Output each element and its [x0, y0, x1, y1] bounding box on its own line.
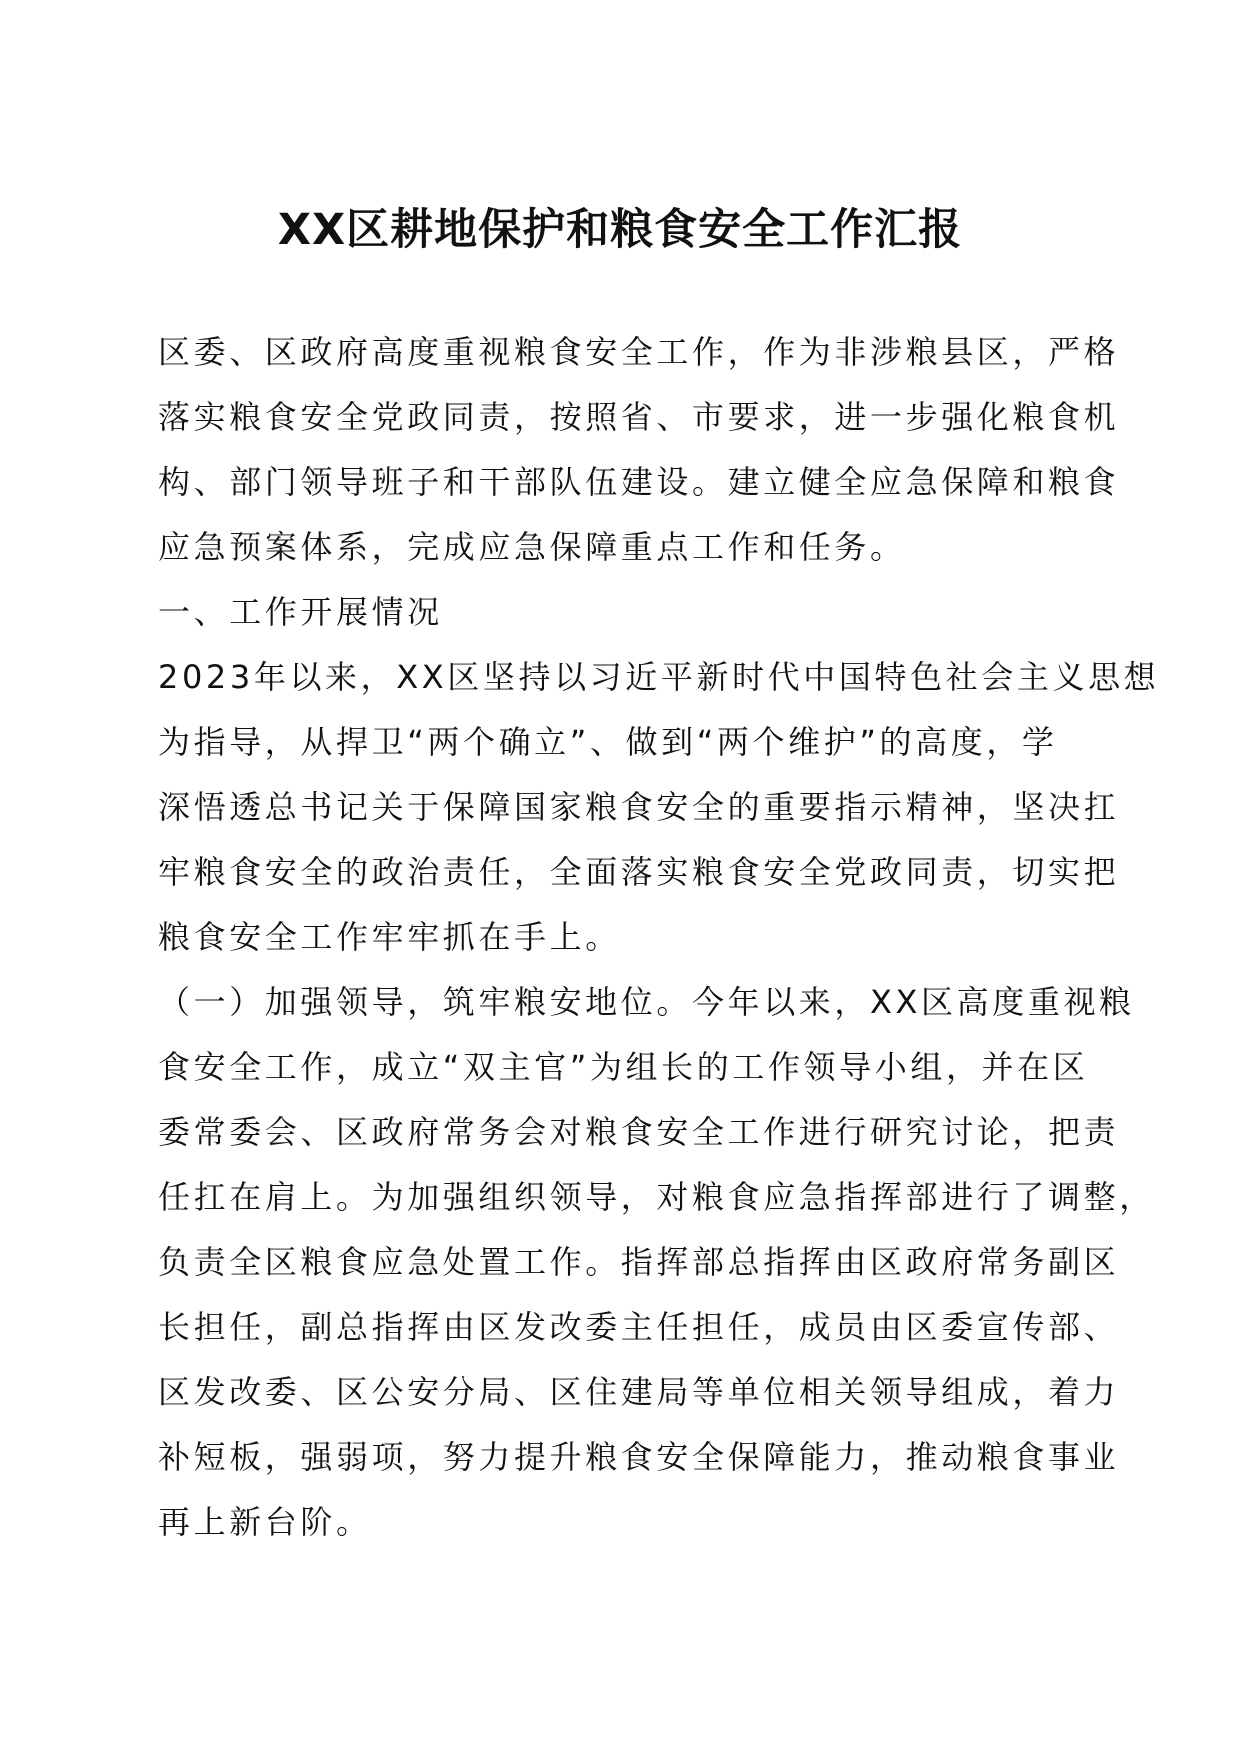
section-heading-1: 一、工作开展情况 — [158, 593, 443, 631]
section1-line-4: 牢粮食安全的政治责任，全面落实粮食安全党政同责，切实把 — [158, 853, 1120, 891]
intro-line-1: 区委、区政府高度重视粮食安全工作，作为非涉粮县区，严格 — [158, 333, 1120, 371]
subsection1-line-5: 负责全区粮食应急处置工作。指挥部总指挥由区政府常务副区 — [158, 1243, 1120, 1281]
document-title: XX区耕地保护和粮食安全工作汇报 — [277, 205, 963, 255]
subsection1-line-4: 任扛在肩上。为加强组织领导，对粮食应急指挥部进行了调整， — [158, 1178, 1155, 1216]
section1-line-1: 2023年以来，XX区坚持以习近平新时代中国特色社会主义思想 — [158, 658, 1160, 696]
intro-line-3: 构、部门领导班子和干部队伍建设。建立健全应急保障和粮食 — [158, 463, 1120, 501]
section1-line-2: 为指导，从捍卫“两个确立”、做到“两个维护”的高度，学 — [158, 723, 1058, 761]
subsection1-line-3: 委常委会、区政府常务会对粮食安全工作进行研究讨论，把责 — [158, 1113, 1120, 1151]
section1-line-3: 深悟透总书记关于保障国家粮食安全的重要指示精神，坚决扛 — [158, 788, 1120, 826]
intro-line-2: 落实粮食安全党政同责，按照省、市要求，进一步强化粮食机 — [158, 398, 1120, 436]
section1-line-5: 粮食安全工作牢牢抓在手上。 — [158, 918, 621, 956]
document-body — [158, 320, 1160, 1555]
subsection1-line-9: 再上新台阶。 — [158, 1503, 372, 1541]
subsection1-line-6: 长担任，副总指挥由区发改委主任担任，成员由区委宣传部、 — [158, 1308, 1120, 1346]
subsection1-line-1: （一）加强领导，筑牢粮安地位。今年以来，XX区高度重视粮 — [158, 983, 1135, 1021]
intro-line-4: 应急预案体系，完成应急保障重点工作和任务。 — [158, 528, 906, 566]
subsection1-line-2: 食安全工作，成立“双主官”为组长的工作领导小组，并在区 — [158, 1048, 1089, 1086]
subsection1-line-7: 区发改委、区公安分局、区住建局等单位相关领导组成，着力 — [158, 1373, 1120, 1411]
subsection1-line-8: 补短板，强弱项，努力提升粮食安全保障能力，推动粮食事业 — [158, 1438, 1120, 1476]
